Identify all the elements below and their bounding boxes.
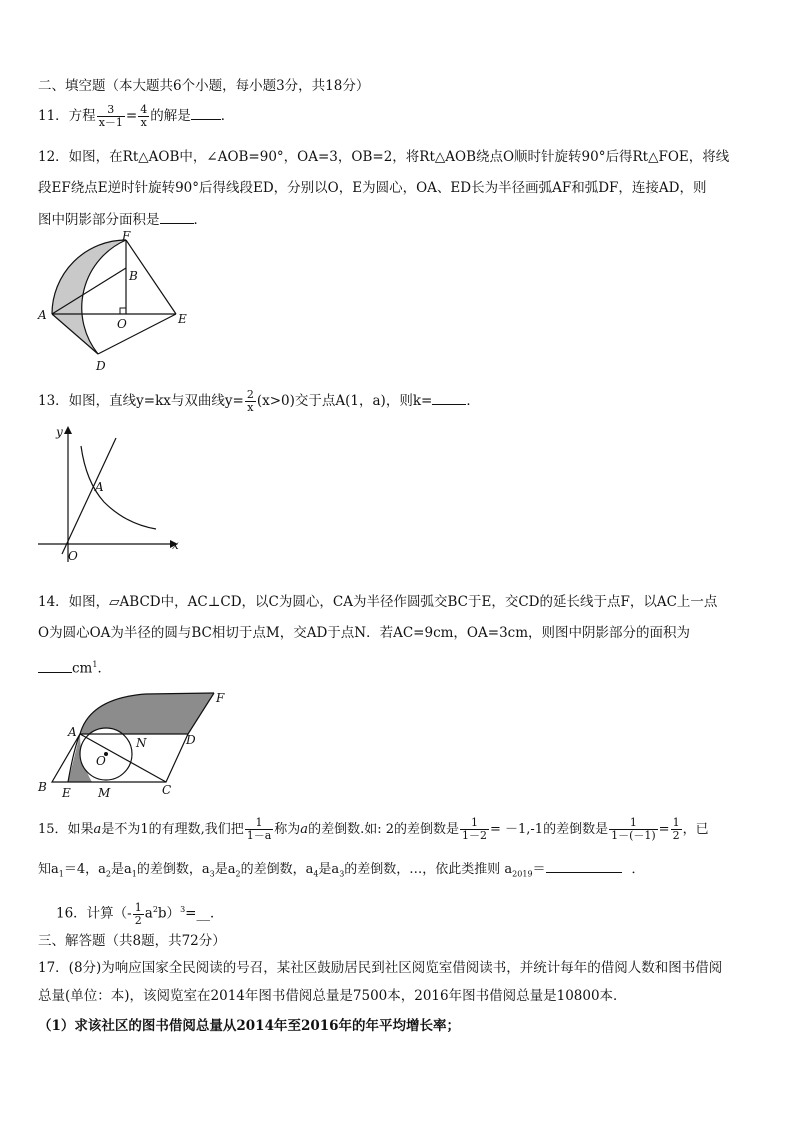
q15-fraction-1: $\frac{1}{1-a}$ xyxy=(246,816,272,842)
q12-label-a: A xyxy=(38,308,47,322)
q12-label-d: D xyxy=(96,359,106,373)
q13-y-arrow xyxy=(64,426,72,434)
q12-right-angle-mark xyxy=(120,308,126,314)
section-2-title: 二、填空题（本大题共6个小题，每小题3分，共18分） xyxy=(38,78,370,94)
q11-end: ． xyxy=(220,108,235,124)
q14-label-e: E xyxy=(62,786,71,800)
q12-line-ed xyxy=(98,314,176,354)
q14-line-3 xyxy=(38,655,111,679)
q13-line-kx xyxy=(62,438,116,554)
q13-fraction: $\frac{2}{x}$ xyxy=(246,388,254,414)
q12-label-f: F xyxy=(122,229,131,243)
q11-equals: = xyxy=(125,108,138,124)
q13-figure xyxy=(34,422,184,567)
q17-line-1: 17．(8分)为响应国家全民阅读的号召，某社区鼓励居民到社区阅览室借阅读书，并统计每年的借阅人数和图书借阅 xyxy=(38,960,723,976)
q13-label-y: y xyxy=(56,425,63,439)
q11-answer-blank xyxy=(191,105,221,120)
q13-prefix: 13．如图，直线y=kx与双曲线y= xyxy=(38,393,244,409)
q15-fraction-4: $\frac{1}{2}$ xyxy=(672,816,680,842)
section-3-title: 三、解答题（共8题，共72分） xyxy=(38,933,226,949)
q12-line-3-text: 图中阴影部分面积是 xyxy=(38,212,160,228)
q14-label-n: N xyxy=(136,736,147,750)
q13-mid: (x>0)交于点A(1，a)，则k= xyxy=(256,393,433,409)
q13-label-x: x xyxy=(172,538,179,552)
q14-label-f: F xyxy=(216,691,225,705)
q14-label-b: B xyxy=(38,780,47,794)
question-16: 16．计算（- $\frac{1}{2}$ $a^2b)^3=\_\_$． xyxy=(56,900,224,927)
question-11 xyxy=(38,104,234,129)
q11-fraction-2: $\frac{4}{x}$ xyxy=(140,103,148,129)
q12-label-e: E xyxy=(178,312,187,326)
q12-line-3 xyxy=(38,209,207,230)
q13-end: ． xyxy=(466,393,480,409)
q14-line-2: O为圆心OA为半径的圆与BC相切于点M，交AD于点N．若AC=9cm，OA=3cm，则图中阴影部分的面积为 xyxy=(38,625,691,641)
q15-answer-blank xyxy=(546,858,622,873)
q12-line-2: 段EF绕点E逆时针旋转90°后得线段ED，分别以O，E为圆心，OA、ED长为半径画弧AF和弧DF，连接AD，则 xyxy=(38,180,707,196)
q13-answer-blank xyxy=(432,390,466,405)
q14-label-a: A xyxy=(68,725,77,739)
q14-label-o: O xyxy=(96,754,106,768)
q15-fraction-3: $\frac{1}{1-(-1)}$ xyxy=(611,816,656,842)
q12-label-b: B xyxy=(129,269,138,283)
q14-figure xyxy=(34,688,224,803)
q13-label-o: O xyxy=(68,549,78,563)
q11-suffix: 的解是 xyxy=(150,108,191,124)
q15-line-1: 15．如果a是不为1的有理数,我们把 $\frac{1}{1-a}$ 称为a的差倒数.如: 2的差倒数是 $\frac{1}{1-2}$ = －1,-1的差倒数是 $\frac{1}{1-(-1)}$ = $\frac{1}{2}$ ，已 xyxy=(38,816,709,842)
q14-label-m: M xyxy=(98,786,111,800)
q14-answer-blank xyxy=(38,658,72,673)
q12-shaded-region xyxy=(52,240,126,354)
q11-fraction-1: $\frac{3}{x-1}$ xyxy=(98,103,123,129)
q14-unit: cm xyxy=(72,660,93,677)
q11-prefix: 11．方程 xyxy=(38,108,96,124)
q12-answer-blank xyxy=(160,209,194,224)
q14-end: ． xyxy=(97,660,111,677)
q16-fraction: $\frac{1}{2}$ xyxy=(134,900,142,927)
q14-shaded-top xyxy=(80,693,214,734)
q14-line-1: 14．如图，▱ABCD中，AC⊥CD，以C为圆心，CA为半径作圆弧交BC于E，交CD的延长线于点F，以AC上一点 xyxy=(38,594,718,610)
q14-unit-sup: 1 xyxy=(92,660,98,669)
question-13 xyxy=(38,389,480,414)
q15-line-2: 知$a_1=4$，$a_2$是$a_1$的差倒数，$a_3$是$a_2$的差倒数，$a_4$是$a_3$的差倒数，…，依此类推则 $a_{2019}=$ ． xyxy=(38,858,645,885)
q12-line-1: 12．如图，在Rt△AOB中，∠AOB=90°，OA=3，OB=2，将Rt△AOB绕点O顺时针旋转90°后得Rt△FOE，将线 xyxy=(38,149,730,165)
q15-fraction-2: $\frac{1}{1-2}$ xyxy=(461,816,487,842)
q14-label-c: C xyxy=(162,783,172,797)
q12-end: ． xyxy=(193,212,207,228)
q17-part-1: （1）求该社区的图书借阅总量从2014年至2016年的年平均增长率； xyxy=(38,1018,461,1034)
q17-line-2: 总量(单位：本)，该阅览室在2014年图书借阅总量是7500本，2016年图书借阅总量是10800本． xyxy=(38,988,627,1004)
q12-label-o: O xyxy=(117,317,127,331)
q13-label-a: A xyxy=(95,480,104,494)
q13-hyperbola xyxy=(81,446,156,529)
q12-figure xyxy=(34,229,194,373)
q14-label-d: D xyxy=(186,733,196,747)
